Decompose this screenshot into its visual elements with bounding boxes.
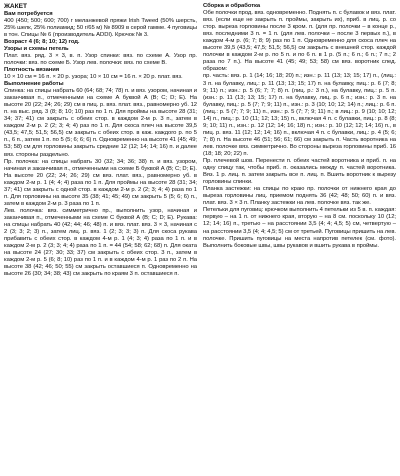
assembly-paragraph-3: Пр. плечевой шов. Перенести п. обеих частей воротника и приб. п. на одну спицу так, чтобы приб. п. оказались между п. частей воротника. Вяз. 1 р. лиц. п. затем закрыть все п. лиц. п. Вшить воротник к вырезу горловины спинки. xyxy=(203,158,396,186)
materials-text: 400 (450; 500; 600; 700) г меланжевой пряжи Irish Tweed (50% шерсть, 25% шелк, 25% полиамид; 50 г/65 м) № 8909 в серой гамме. 4 пуговицы в тон. Спицы № 6 (производитель ADDI). Крючок № 3. xyxy=(4,17,197,38)
size-heading: Возраст 4 (6; 8; 10; 12) год. xyxy=(4,38,80,45)
density-text: 10 × 10 см = 16 п. × 20 р. узора; 10 × 10 см = 16 п. × 20 р. плат. вяз. xyxy=(4,74,183,81)
patterns-text: Плат. вяз. ряд. 3 × 3, в. п. Узор спинки: вяз. по схеме А. Узор пр. полочки: вяз. по схеме Б. Узор лев. полочки: вяз. по схеме В. xyxy=(4,52,197,66)
assembly-paragraph-2: пр. часть: вяз. р. 1 (14; 16; 18; 20) п.; изн.: р. 11 (13; 13; 15; 17) п., (лиц.: 3 п. на булавку, лиц.: р. 11 (13; 13; 15; 17) п. на булавку, пиц.: р. 6 (7; 8; 9; 11) п.; изн.: р. 5 (6; 7; 7; 8) п. (лиц. р.: 3 п.), на булавку, пиц.: р. 5 п. (изн.: р. 11 (13; 13; 15; 17) п. на булавку, лиц. р. 6 п.; изн.: р. 3 п. на булавку, пиц.: р. 5 (7; 7; 9; 11) п., изн.: р. 3 (10; 10; 12; 14) п.; лиц.: р. 6 п. (лиц.: р. 5 (7; 7; 9; 11) п., изн.: р. 5 (7; 7; 9; 11) п.; в лиц.: р. 9 (10; 10; 12; 14) п., пиц.: р. 10 (11; 12; 13; 15) п., включая 4 п. с булавки, пиц.: р. 8 (8; 9; 10; 11) п., изн.: р. 12 (12; 14; 16; 18) п.; изн.: р. 10 (12; 12; 14; 16) п., в пиц. р. вяз. 11 (12; 12; 14; 16) п., включая 4 п. с булавки, лиц.: р. 4 (5; 6; 7; 8) п. На высоте 46 (51; 56; 61; 66) см закрыть п. Часть воротника на лев. полочке вяз. симметрично. Во стороны выреза горловины приб. 16 (18; 18; 20; 22) п. xyxy=(203,73,396,157)
left-front-and-sleeve-instructions: Лев. полочка: вяз. симметрично пр., выполнить узор, начиная и заканчивая п., отмеченными на схеме С буквой А (B; C; D; E). Рукава: на спицы набрать 40 (42; 44; 46; 48) п. и вяз. плат. вяз. 3 × 3, начиная с 2 (3; 3; 2; 3) п., затем лиц. р. вяз. 1 (2; 3; 3; 3) п. Для скоса рукава прибавить с обеих стор. в каждом 4-м р. 1 (4; 3; 4) раза по 1 п. и в каждом 2-м р. 2 (3; 3; 4; 4) раза по 1 п. = 44 (54; 58; 62; 68) п. Для оката на высоте 24 (27; 30; 33; 37) см закрыть с обеих стор. 3 п., затем в каждом 2-м р. 5 (6; 8; 10) раз по 1 п. и в каждом 4-м р. 1 раз по 2 п. На высоте 38 (42; 46; 50; 55) см закрыть оставшиеся п. Одновременно на высоте 26 (30; 34; 38; 43) см закрыть по краям 3 п. оставшиеся п. xyxy=(4,207,197,278)
left-column xyxy=(4,3,197,476)
density-heading: Плотность вязания xyxy=(4,66,60,73)
two-column-layout xyxy=(4,3,396,476)
right-front-instructions: Пр. полочка: на спицы набрать 30 (32; 34; 36; 38) п. и вяз. узором, начиная и заканчивая п., отмеченными на схеме Б буквой А (B; C; D; E). На высоте 20 (22; 24; 26; 29) см вяз. плат. вяз., равномерно уб. в каждом 2-м р. 1 (4; 4; 4) раза по 1 п. Для проймы на высоте 28 (31; 34; 37; 41) см закрыть с одной стор. в каждом 2-м р. 2 (2; 3; 4; 4) раза по 1 п. Для горловины на высоте 35 (38; 41; 45; 49) см закрыть 5 (5; 6; 6) п., затем в каждом 2-м р. 3 раза по 1 п. xyxy=(4,158,197,207)
back-instructions: Спинка: на спицы набрать 60 (64; 68; 74; 78) п. и вяз. узором, начиная и заканчивая п., отмеченными на схеме А буквой А (B; C; D; E). На высоте 20 (22; 24; 26; 29) см в пиц. р. вяз. плат. вяз., равномерно уб. 12 п. на выс. ряд. 3 (8; 8; 10; 10) раз по 1 п. Для проймы на высоте 28 (31; 34; 37; 41) см закрыть с обеих стор. в каждом 2-м р. 3 п., затем в каждом 2-м р. 2 (2; 3; 4; 4) раз по 1 п. Для скоса плеч на высоте 39,5 (43,5; 47,5; 51,5; 56,5) см закрыть с обеих стор. в каж. каждого р. по 5 п., 6 п., затем 1 п. по 5 (5; 6; 6; 6) п. Одновременно на высоте 41 (45; 49; 53; 58) см для горловины закрыть средние 12 (12; 14; 14; 16) п. и далее вяз. стороны раздельно. xyxy=(4,88,197,158)
assembly-paragraph-1: Обе полочки прод. вяз. одновременно. Поднять п. с булавок и вяз. плат. вяз. (если еще не закрыть п. проймы, закрыть их), приб. в лиц. р. со стор. выреза горловины после 3 кром. п. (для пр. полочки – в конце р., вяз. последними 3 п. = 1 п. (для лев. полочки – после 3 первых п.), в каждом 4-м р. (6; 7; 8; 9) раз по 1 п. Одновременно для скоса плеч на высоте 39,5 (43,5; 47,5; 51,5; 56,5) см закрыть с внешней стор. каждой полочки в каждом 2-м р. по 5 п. и по 6 п. в 1 р. (5 п.; 6 п.; 6 п.; 7 п.; 2 раза по 7 п.). На высоте 41 (45; 49; 53; 58) см вяз. воротник след. образом: xyxy=(203,10,396,73)
work-heading: Выполнение работы xyxy=(4,81,64,88)
right-column xyxy=(203,3,396,476)
materials-heading: Вам потребуется xyxy=(4,10,53,17)
article-title: ЖАКЕТ xyxy=(4,3,27,10)
assembly-paragraph-5: Петельки для пуговиц: крючком выполнить 4 петельки из 5 в. п. каждая: первую – на 1 п. от нижнего края, вторую – на 8 см. поскольку 10 (12; 12; 14; 16) п., третью – на расстоянии 3,5 (4; 4; 4,5; 5) см, четвертую – на расстоянии 3,5 (4; 4; 4,5; 5) см от третьей. Пуговицы пришить на лев. полочке. Пришить пуговицы на места напротив петелек (см. фото). Выполнить боковые швы, швы рукавов и вшить рукава в проймы. xyxy=(203,207,396,249)
patterns-heading: Узоры и схемы петель xyxy=(4,45,69,52)
assembly-paragraph-4: Планка застежки: на спицы по краю пр. полочки от нижнего края до выреза горловины лиц. приемом поднять 36 (42; 48; 50; 60) п. и вяз. плат. вяз. 3 × 3 п. Планку застежки на лев. полочке вяз. так же. xyxy=(203,186,396,207)
assembly-heading: Сборка и обработка xyxy=(203,3,261,9)
